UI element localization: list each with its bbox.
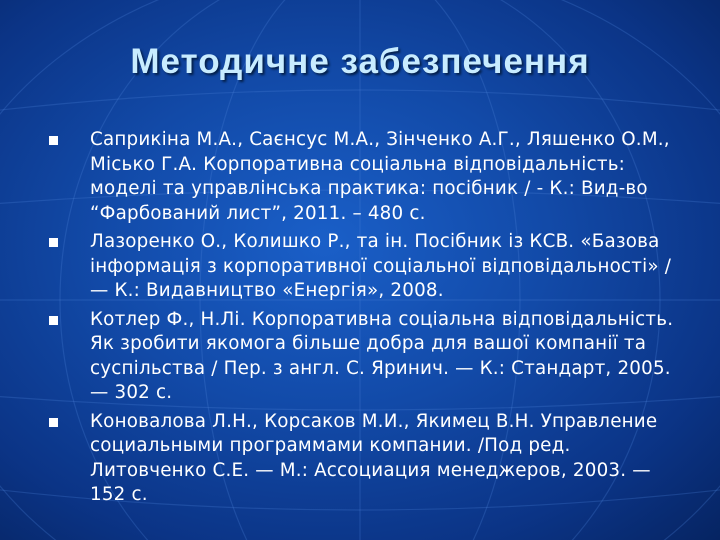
- list-item: [46, 308, 686, 406]
- square-bullet-icon: [49, 238, 58, 247]
- list-item: [46, 410, 686, 508]
- slide-title: Методичне забезпечення: [130, 42, 590, 81]
- square-bullet-icon: [49, 418, 58, 427]
- reference-list: [46, 128, 686, 512]
- list-item: [46, 128, 686, 226]
- reference-text: Саприкіна М.А., Саєнсус М.А., Зінченко А.Г., Ляшенко О.М., Місько Г.А. Корпоративна соціальна відповідальність: моделі та управлінська практика: посібник / - К.: Вид-во “Фарбований лист”, 2011. – 480 с.: [90, 129, 670, 224]
- reference-text: Котлер Ф., Н.Лі. Корпоративна соціальна відповідальність. Як зробити якомога більше добра для вашої компанії та суспільства / Пер. з англ. С. Яринич. — К.: Стандарт, 2005. — 302 с.: [90, 308, 674, 403]
- square-bullet-icon: [49, 316, 58, 325]
- reference-text: Коновалова Л.Н., Корсаков М.И., Якимец В.Н. Управление социальными программами компании. /Под ред. Литовченко С.Е. — М.: Ассоциация менеджеров, 2003. — 152 с.: [90, 410, 658, 505]
- list-item: [46, 230, 686, 304]
- reference-text: Лазоренко О., Колишко Р., та ін. Посібник із КСВ. «Базова інформація з корпоративної соціальної відповідальності» / — К.: Видавництво «Енергія», 2008.: [90, 231, 672, 301]
- square-bullet-icon: [49, 136, 58, 145]
